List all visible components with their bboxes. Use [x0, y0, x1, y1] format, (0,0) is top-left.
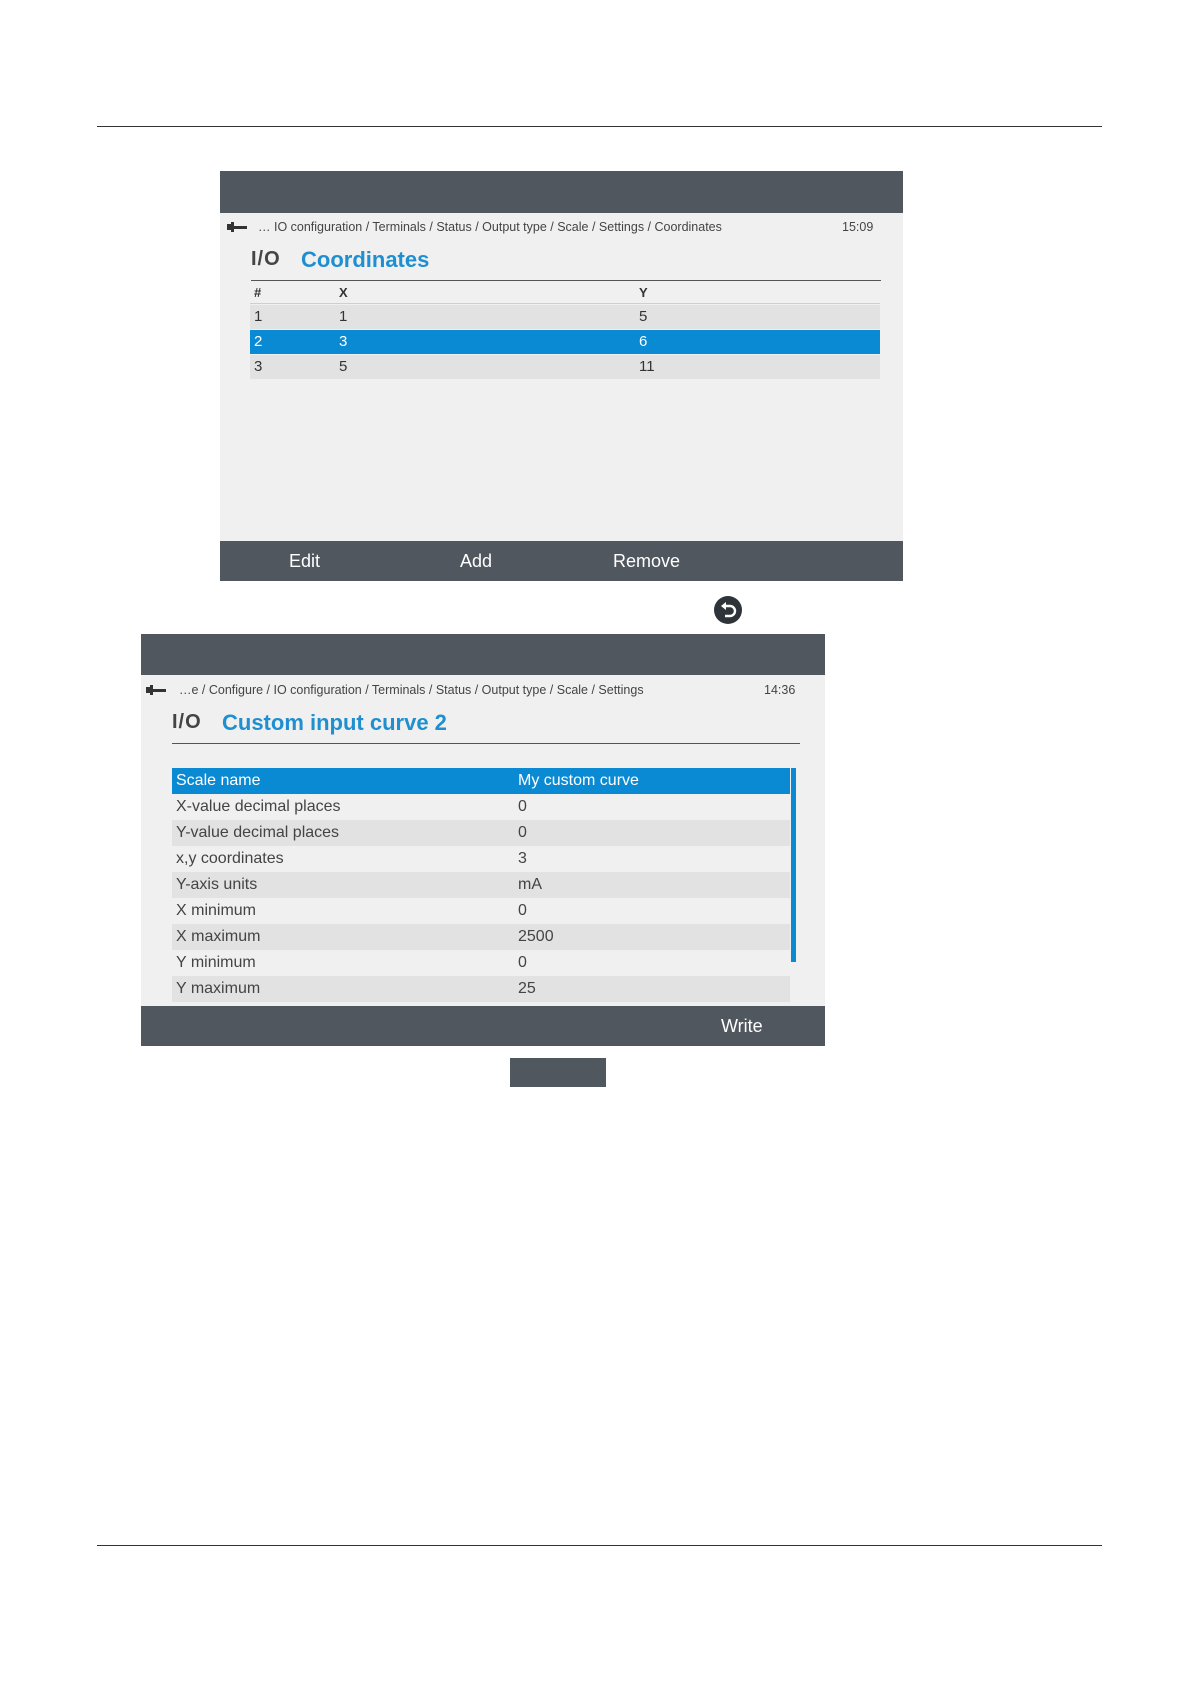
setting-value: 0	[518, 824, 527, 841]
table-row[interactable]	[250, 355, 880, 379]
setting-label: X maximum	[176, 928, 261, 945]
setting-label: Y-axis units	[176, 876, 258, 893]
title-divider	[251, 280, 881, 281]
setting-x-maximum[interactable]	[172, 924, 790, 950]
page-title: Coordinates	[301, 247, 430, 272]
bottom-rule	[97, 1545, 1102, 1546]
setting-label: Scale name	[176, 772, 261, 789]
setting-value: 2500	[518, 928, 554, 945]
blank-softkey[interactable]	[510, 1058, 606, 1087]
table-row-selected[interactable]	[250, 330, 880, 354]
io-icon: I/O	[251, 248, 281, 270]
setting-y-maximum[interactable]	[172, 976, 790, 1002]
edit-button[interactable]: Edit	[289, 551, 321, 571]
setting-value: 0	[518, 954, 527, 971]
setting-scale-name[interactable]	[172, 768, 790, 794]
x-value: 5	[339, 358, 348, 375]
scrollbar[interactable]	[791, 768, 796, 962]
setting-label: X-value decimal places	[176, 798, 341, 815]
add-button[interactable]: Add	[460, 551, 493, 571]
table-row[interactable]	[250, 305, 880, 329]
back-button[interactable]	[714, 596, 742, 624]
row-number: 3	[254, 358, 263, 375]
setting-y-decimal-places[interactable]	[172, 820, 790, 846]
y-value: 11	[639, 358, 655, 375]
softkey-bar	[220, 541, 903, 581]
wrench-icon	[226, 221, 248, 233]
setting-x-minimum[interactable]	[172, 898, 790, 924]
write-button[interactable]: Write	[721, 1016, 763, 1036]
y-value: 6	[639, 333, 648, 350]
coordinates-screen	[220, 171, 903, 581]
top-bar	[220, 171, 903, 213]
remove-button[interactable]: Remove	[613, 551, 681, 571]
setting-value: 25	[518, 980, 536, 997]
setting-value: mA	[518, 876, 542, 893]
setting-value: 3	[518, 850, 527, 867]
setting-value: 0	[518, 902, 527, 919]
back-arrow-icon	[714, 596, 742, 624]
wrench-icon	[145, 684, 167, 696]
setting-label: x,y coordinates	[176, 850, 284, 867]
column-header-y: Y	[639, 285, 648, 300]
coordinates-table	[250, 283, 880, 380]
breadcrumb: …e / Configure / IO configuration / Terminals / Status / Output type / Scale / Settings	[179, 683, 644, 697]
column-header-x: X	[339, 285, 348, 300]
setting-y-axis-units[interactable]	[172, 872, 790, 898]
title-divider	[172, 743, 800, 744]
setting-value: 0	[518, 798, 527, 815]
x-value: 3	[339, 333, 348, 350]
io-icon: I/O	[172, 711, 202, 733]
row-number: 1	[254, 308, 263, 325]
setting-label: Y maximum	[176, 980, 261, 997]
custom-curve-screen	[141, 634, 825, 1046]
top-rule	[97, 126, 1102, 127]
column-header-number: #	[254, 285, 262, 300]
clock-time: 15:09	[842, 220, 874, 234]
top-bar	[141, 634, 825, 675]
x-value: 1	[339, 308, 348, 325]
setting-xy-coordinates[interactable]	[172, 846, 790, 872]
clock-time: 14:36	[764, 683, 796, 697]
page-title: Custom input curve 2	[222, 710, 447, 735]
setting-label: Y-value decimal places	[176, 824, 340, 841]
setting-value: My custom curve	[518, 772, 639, 789]
setting-label: X minimum	[176, 902, 257, 919]
row-number: 2	[254, 333, 263, 350]
breadcrumb: … IO configuration / Terminals / Status / Output type / Scale / Settings / Coordinates	[258, 220, 722, 234]
setting-y-minimum[interactable]	[172, 950, 790, 976]
setting-x-decimal-places[interactable]	[172, 794, 790, 820]
y-value: 5	[639, 308, 648, 325]
settings-list	[172, 768, 790, 1002]
table-header	[250, 283, 880, 304]
softkey-bar	[141, 1006, 825, 1046]
setting-label: Y minimum	[176, 954, 256, 971]
